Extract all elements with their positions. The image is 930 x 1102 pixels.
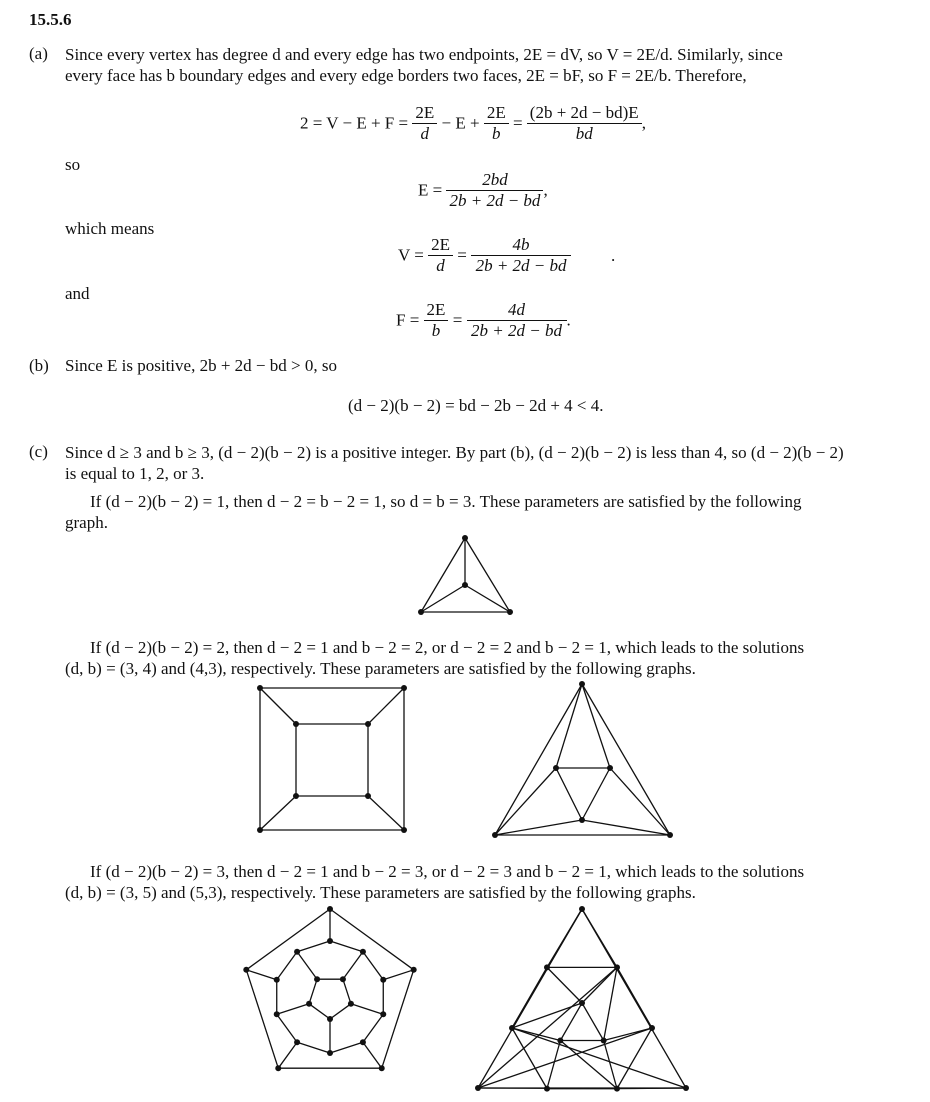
icosahedron-vertex [579,906,585,912]
eq3-lhs: V = [398,245,424,265]
icosahedron-edge [604,1028,652,1041]
icosahedron-edge [512,1028,686,1088]
eq1-equals: = [512,113,523,133]
eq1-lhs: 2 = V − E + F = [300,113,409,133]
icosahedron-vertex [614,964,620,970]
part-b-text: Since E is positive, 2b + 2d − bd > 0, so [65,356,337,375]
eq4-lhs: F = [396,310,420,330]
case-1-line-2: graph. [65,513,108,532]
eq4-f2-den: 2b + 2d − bd [471,321,562,340]
icosahedron-vertex [544,1086,550,1092]
part-c-line-1: Since d ≥ 3 and b ≥ 3, (d − 2)(b − 2) is a positive integer. By part (b), (d − 2)(b − 2) is less than 4, so (d − 2)(b − 2) [65,443,844,462]
eq1-f3-den: bd [575,124,593,143]
icosahedron-edge [560,1003,582,1041]
icosahedron-vertex [649,1025,655,1031]
eq4-f1-num: 2E [424,300,449,321]
eq1-f1-num: 2E [412,103,437,124]
eq4-f1-den: b [431,321,441,340]
eq4-f2-num: 4d [467,300,567,321]
icosahedron-edge [617,1028,652,1089]
icosahedron-vertex [683,1085,689,1091]
icosahedron-edge [512,1028,560,1041]
part-b-label: (b) [29,356,49,375]
icosahedron-edge [512,1003,582,1028]
icosahedron-vertex [475,1085,481,1091]
icosahedron-vertex [601,1038,607,1044]
eq3-f2-den: 2b + 2d − bd [475,256,567,275]
part-c-line-2: is equal to 1, 2, or 3. [65,464,205,483]
part-a-line-1: Since every vertex has degree d and every edge has two endpoints, 2E = dV, so V = 2E/d. Similarly, since [65,45,783,64]
eq1-f3-num: (2b + 2d − bd)E [527,103,642,124]
eq3-equals: = [457,245,467,265]
eq4-tail: . [566,310,571,330]
which-means-text: which means [65,219,155,238]
so-text: so [65,155,81,174]
eq3-f1-den: d [436,256,445,275]
icosahedron-edge [582,1003,604,1041]
eq2-num: 2bd [446,170,543,191]
part-a-line-2: every face has b boundary edges and every edge borders two faces, 2E = bF, so F = 2E/b. Therefore, [65,66,747,85]
icosahedron-edge [582,909,617,967]
section-number: 15.5.6 [29,10,72,29]
eq1-f2-den: b [492,124,501,143]
case-3-line-2: (d, b) = (3, 5) and (5,3), respectively. These parameters are satisfied by the following graphs. [65,883,696,902]
icosahedron-edge [547,1041,560,1089]
icosahedron-edge [478,1028,652,1088]
icosahedron-edge [604,1041,617,1089]
eq4-equals: = [452,310,463,330]
eq2-tail: , [543,180,548,200]
icosahedron-vertex [509,1025,515,1031]
eq3-f1-num: 2E [428,235,453,256]
eq1-mid: − E + [441,113,480,133]
eq1-f1-den: d [420,124,430,143]
part-b-inequality: (d − 2)(b − 2) = bd − 2b − 2d + 4 < 4. [348,396,604,415]
icosahedron-vertex [614,1086,620,1092]
eq3-tail: . [611,245,616,265]
icosahedron-edge [560,1041,617,1089]
icosahedron-vertex [557,1038,563,1044]
part-c-label: (c) [29,442,48,461]
eq2-lhs: E = [418,180,443,200]
icosahedron-vertex [579,1000,585,1006]
case-2-line-2: (d, b) = (3, 4) and (4,3), respectively. These parameters are satisfied by the following graphs. [65,659,696,678]
eq1-tail: , [641,113,646,133]
icosahedron-edge [512,1028,547,1089]
icosahedron-vertex [544,964,550,970]
eq1-f2-num: 2E [484,103,509,124]
and-text: and [65,284,90,303]
case-3-line-1: If (d − 2)(b − 2) = 3, then d − 2 = 1 and b − 2 = 3, or d − 2 = 3 and b − 2 = 1, which leads to the solutions [90,862,805,881]
case-2-line-1: If (d − 2)(b − 2) = 2, then d − 2 = 1 and b − 2 = 2, or d − 2 = 2 and b − 2 = 1, which leads to the solutions [90,638,805,657]
part-a-label: (a) [29,44,48,63]
icosahedron-edge [547,967,582,1003]
eq3-f2-num: 4b [471,235,571,256]
icosahedron-edge [617,967,652,1028]
icosahedron-edge [617,1088,686,1089]
eq2-den: 2b + 2d − bd [449,191,541,210]
case-1-line-1: If (d − 2)(b − 2) = 1, then d − 2 = b − 2 = 1, so d = b = 3. These parameters are satisfied by the following [90,492,802,511]
